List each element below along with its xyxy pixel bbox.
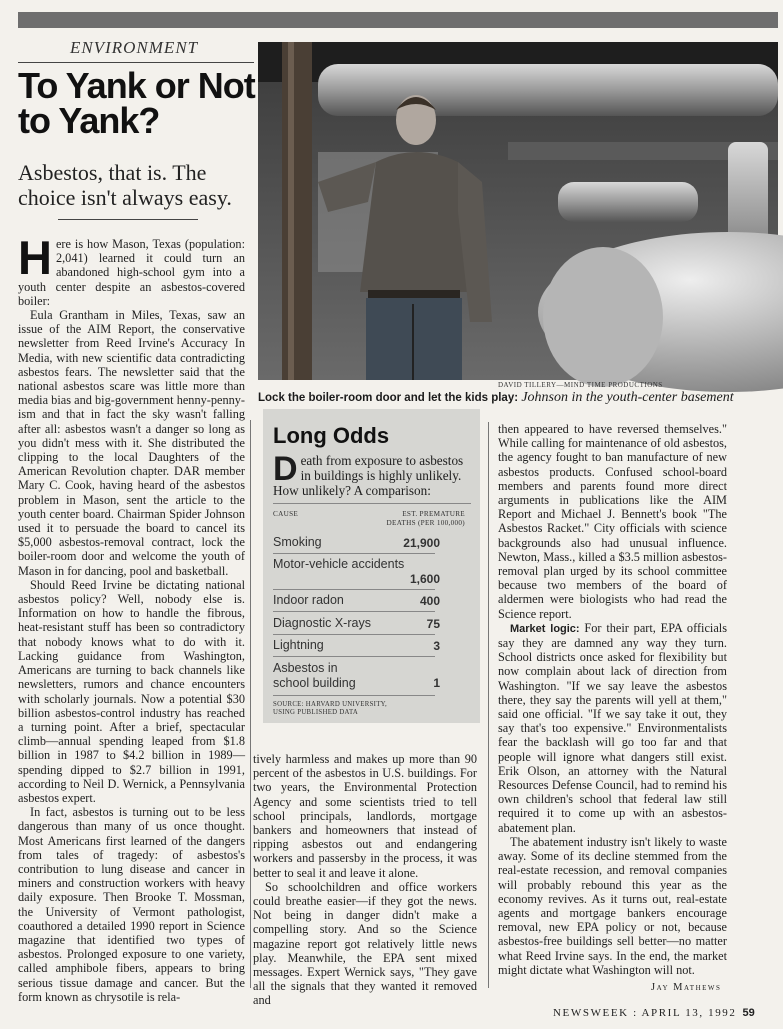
article-column-1: [18, 231, 245, 1004]
sidebar-box: [263, 409, 480, 723]
top-gray-bar: [18, 12, 778, 28]
paragraph: tively harmless and makes up more than 90 percent of the asbestos in U.S. buildings. For two years, the Environmental Protection Agency and some scientists tried to tell school principals, landlords, mortgage bankers and homeowners that instead of ripping asbestos out and endangering workers and passersby in the process, it was better to seal it and leave it alone.: [253, 752, 477, 880]
table-row: Asbestos in school building: [273, 661, 356, 690]
table-value: 1: [433, 676, 440, 690]
column-header-deaths: EST. PREMATURE DEATHS (PER 100,000): [386, 510, 465, 527]
column-divider: [250, 420, 251, 988]
headline: To Yank or Not to Yank?: [18, 65, 255, 141]
byline: Jay Mathews: [651, 982, 722, 993]
table-value: 400: [419, 594, 440, 608]
photo-credit: DAVID TILLERY—MIND TIME PRODUCTIONS: [498, 381, 663, 389]
column-header-cause: CAUSE: [273, 510, 299, 518]
paragraph: The abatement industry isn't likely to waste away. Some of its decline stemmed from the real-estate recession, and removal companies will probably rebound this year as the economy revives. As it turns out, real-estate agents and mortgage bankers encourage removal, new EPA policy or not, because asbestos-free buildings sell better—no matter what Reed Irvine says. In the end, the market might dictate what Washington will not.: [498, 834, 727, 977]
paragraph: So schoolchildren and office workers could breathe easier—if they got the news. Not being in danger didn't make a compelling story. And so the Science magazine report got relatively little news play. Meanwhile, the EPA sent mixed messages. Expert Wernick says, "They gave all the signals that they wanted it removed and: [253, 879, 477, 1008]
table-value: 21,900: [403, 536, 440, 550]
drop-cap: H: [18, 231, 52, 284]
row-rule: [273, 611, 435, 612]
sidebar-intro: Death from exposure to asbestos in buildings is highly unlikely. How unlikely? A comparison:: [273, 450, 464, 498]
photo-caption: [258, 389, 778, 406]
section-label: ENVIRONMENT: [70, 38, 199, 57]
row-rule: [273, 589, 435, 590]
sidebar-title: Long Odds: [273, 423, 390, 448]
row-rule: [273, 634, 435, 635]
table-value: 1,600: [409, 572, 440, 586]
table-row: Lightning: [273, 638, 324, 652]
deck-rule: [58, 219, 198, 220]
sidebar-rule: [273, 503, 471, 504]
article-column-2: [253, 752, 477, 1008]
table-value: 75: [426, 617, 440, 631]
section-rule: [18, 62, 254, 63]
paragraph: then appeared to have reversed themselves." While calling for maintenance of old asbestos, the agency fought to ban manufacture of new asbestos products. Confused school-board members and parents found more direct arguments in publications like the AIM Report and Michael J. Bennett's book "The Asbestos Racket." City officials with science backgrounds also had unusual influence. Newton, Mass., killed a $3.5 million asbestos-removal plan urged by its school committee because two members of the board of aldermen were biologists who had read the Science report.: [498, 422, 727, 621]
page-number: 59: [742, 1007, 755, 1019]
drop-cap: D: [273, 450, 298, 488]
table-row: Diagnostic X-rays: [273, 616, 371, 630]
paragraph: Market logic: For their part, EPA officials say they are damned any way they turn. School districts once asked for flexibility but now complain about lack of direction from Washington. "If we say leave the asbestos there, they say the parents will yell at them," said one official. "If we say take it out, they say that's too expensive." Environmentalists fear the backlash will go too far and that people will ignore what dangers still exist. Erik Olson, an attorney with the Natural Resources Defense Council, had to remind his own children's school that federal law still required it to come up with an asbestos-abatement plan.: [498, 620, 727, 835]
row-rule: [273, 553, 435, 554]
publication-date: NEWSWEEK : APRIL 13, 1992: [553, 1007, 737, 1019]
paragraph: Eula Grantham in Miles, Texas, saw an issue of the AIM Report, the conservative newsletter from Reed Irvine's Accuracy In Media, with new scientific data contradicting asbestos fears. The newsletter said that the national asbestos scare was little more than media bias and big-government henny-penny-ism and that in fact the sky wasn't falling after all: asbestos wasn't a danger so long as you didn't mess with it. She distributed the clipping to the local Daughters of the American Revolution chapter. DAR member Mary C. Cook, having heard of the asbestos problem in Mason, sent the article to the youth center board. Chairman Spider Johnson used it to persuade the board to cancel its $5,000 asbestos-removal contract, lock the boiler-room door and welcome the youth of Mason in for dancing, pool and basketball.: [18, 308, 245, 578]
caption-lead: Lock the boiler-room door and let the kids play:: [258, 392, 519, 404]
photo-image: [258, 42, 778, 380]
deck: Asbestos, that is. The choice isn't always easy.: [18, 160, 232, 210]
table-row: Smoking: [273, 535, 322, 549]
boiler-room-photo: [258, 42, 778, 380]
table-value: 3: [433, 639, 440, 653]
row-rule: [273, 695, 435, 696]
run-in-head: Market logic:: [510, 622, 580, 635]
paragraph: Should Reed Irvine be dictating national asbestos policy? Well, nobody else is. Information on how to handle the fibrous, heat-resistant stuff has been so contradictory that nobody knows what to do with it. Lacking guidance from Washington, Americans are turning to back channels like newsletters, rumors and chance encounters with scholarly journals. Now a potential $30 billion asbestos-control industry has reached a turning point. After a brief, spectacular climb—annual spending leaped from $1.8 billion in 1987 to $4.2 billion in 1989—spending dipped to $2.7 billion in 1991, according to Neil D. Wernick, a Pennsylvania asbestos expert.: [18, 577, 245, 805]
sidebar-source: SOURCE: HARVARD UNIVERSITY, USING PUBLISHED DATA: [273, 701, 387, 716]
paragraph: Here is how Mason, Texas (population: 2,041) learned it could turn an abandoned high-school gym into a youth center despite an asbestos-covered boiler:: [18, 231, 245, 308]
caption-rest: Johnson in the youth-center basement: [521, 390, 734, 405]
column-divider: [488, 422, 489, 988]
paragraph: In fact, asbestos is turning out to be less dangerous than many of us once thought. Most Americans first learned of the dangers from tales of tragedy: of asbestos's contribution to lung disease and cancer in miners and construction workers with heavy daily exposure. Then Brooke T. Mossman, the University of Vermont pathologist, coauthored a detailed 1990 report in Science magazine that identified two types of asbestos. Prolonged exposure to one variety, called amphibole fibers, appears to bring serious tissue damage and cancer. But the form known as chrysotile is rela-: [18, 805, 245, 1004]
page-footer: [553, 1007, 755, 1019]
table-row: Motor-vehicle accidents: [273, 557, 405, 571]
article-column-3: [498, 422, 727, 978]
table-row: Indoor radon: [273, 593, 344, 607]
row-rule: [273, 656, 435, 657]
